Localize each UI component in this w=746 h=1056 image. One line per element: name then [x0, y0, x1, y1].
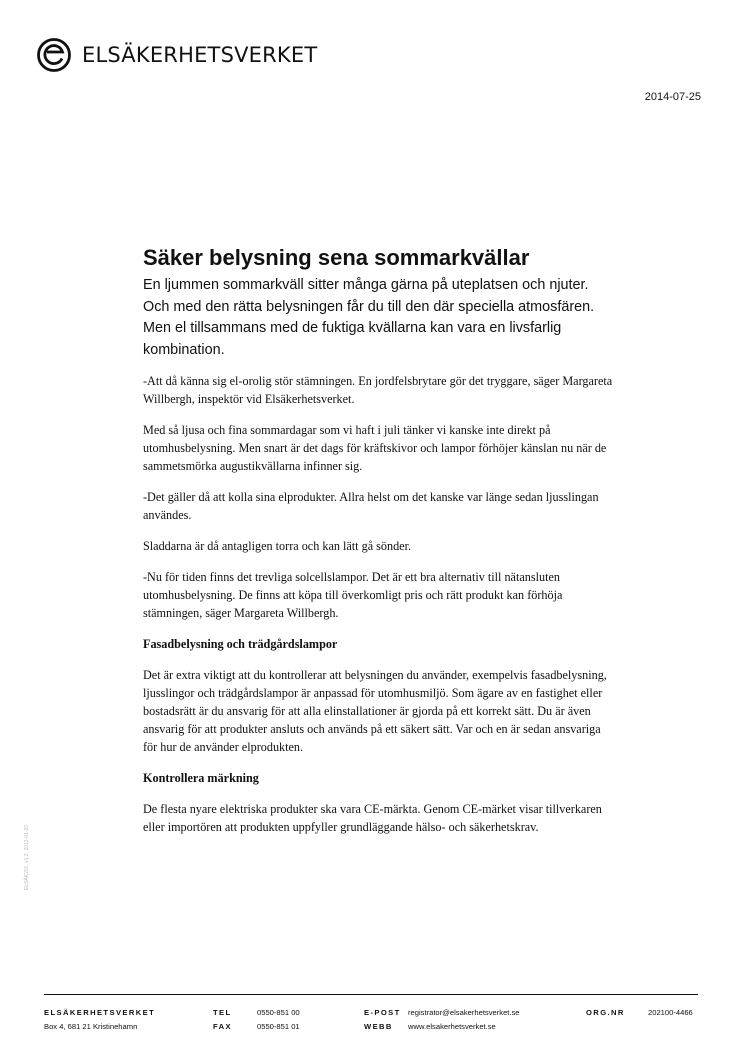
article-headline: Säker belysning sena sommarkvällar	[143, 245, 530, 270]
document-date: 2014-07-25	[644, 91, 701, 103]
footer-org-name: ELSÄKERHETSVERKET	[44, 1008, 156, 1017]
article-lead: En ljummen sommarkväll sitter många gärna på uteplatsen och njuter. Och med den rätta belysningen får du till den där speciella atmosfären. Men el tillsammans med de fuktiga kvällarna kan vara en livsfarlig kombination.	[143, 277, 595, 358]
paragraph: -Det gäller då att kolla sina elprodukter. Allra helst om det kanske var länge sedan ljusslingan användes.	[143, 490, 599, 522]
tel-label: TEL	[213, 1008, 232, 1017]
paragraph: Med så ljusa och fina sommardagar som vi haft i juli tänker vi kanske inte direkt på utomhusbelysning. Men snart är det dags för kräftskivor och lampor förhöjer känslan nu när de sammetsmörka augustikvällarna infinner sig.	[143, 423, 607, 473]
document-code: ELSÄK201, v1.2, 2012-01-20	[24, 824, 30, 890]
email-value[interactable]: registrator@elsakerhetsverket.se	[408, 1008, 520, 1017]
orgnr-label: ORG.NR	[586, 1008, 625, 1017]
footer-address: Box 4, 681 21 Kristinehamn	[44, 1022, 138, 1031]
web-label: WEBB	[364, 1022, 393, 1031]
e-circle-icon	[36, 37, 72, 73]
tel-value: 0550-851 00	[257, 1008, 300, 1017]
fax-value: 0550-851 01	[257, 1022, 300, 1031]
footer-phone	[213, 1006, 300, 1034]
footer-divider	[44, 994, 698, 995]
section-heading: Fasadbelysning och trädgårdslampor	[143, 637, 338, 651]
paragraph: -Att då känna sig el-orolig stör stämningen. En jordfelsbrytare gör det tryggare, säger Margareta Willbergh, inspektör vid Elsäkerhetsverket.	[143, 374, 613, 406]
orgnr-value: 202100-4466	[648, 1008, 693, 1017]
header-logo	[36, 37, 317, 73]
paragraph: -Nu för tiden finns det trevliga solcellslampor. Det är ett bra alternativ till nätansluten utomhusbelysning. De finns att köpa till överkomligt pris och rätt produkt kan förhöja stämningen, säger Margareta Willbergh.	[143, 570, 563, 620]
article	[143, 244, 613, 849]
org-name: ELSÄKERHETSVERKET	[82, 43, 318, 67]
email-label: E-POST	[364, 1008, 401, 1017]
footer-orgnr	[586, 1006, 693, 1020]
footer-org	[44, 1006, 155, 1034]
article-body	[143, 372, 613, 836]
paragraph: Det är extra viktigt att du kontrollerar att belysningen du använder, exempelvis fasadbelysning, ljusslingor och trädgårdslampor är anpassad för utomhusmiljö. Som ägare av en fastighet eller bostadsrätt är du ansvarig för att alla elinstallationer är gjorda på ett korrekt sätt. Du är även ansvarig för att produkter ansluts och används på ett säkert sätt. Var och en är sedan ansvariga för hur de använder elprodukten.	[143, 668, 607, 754]
paragraph: De flesta nyare elektriska produkter ska vara CE-märkta. Genom CE-märket visar tillverkaren eller importören att produkten uppfyller grundläggande hälso- och säkerhetskrav.	[143, 802, 602, 834]
web-value[interactable]: www.elsakerhetsverket.se	[408, 1022, 496, 1031]
paragraph: Sladdarna är då antagligen torra och kan lätt gå sönder.	[143, 539, 412, 553]
fax-label: FAX	[213, 1022, 232, 1031]
section-heading: Kontrollera märkning	[143, 771, 259, 785]
footer-contact	[364, 1006, 520, 1034]
